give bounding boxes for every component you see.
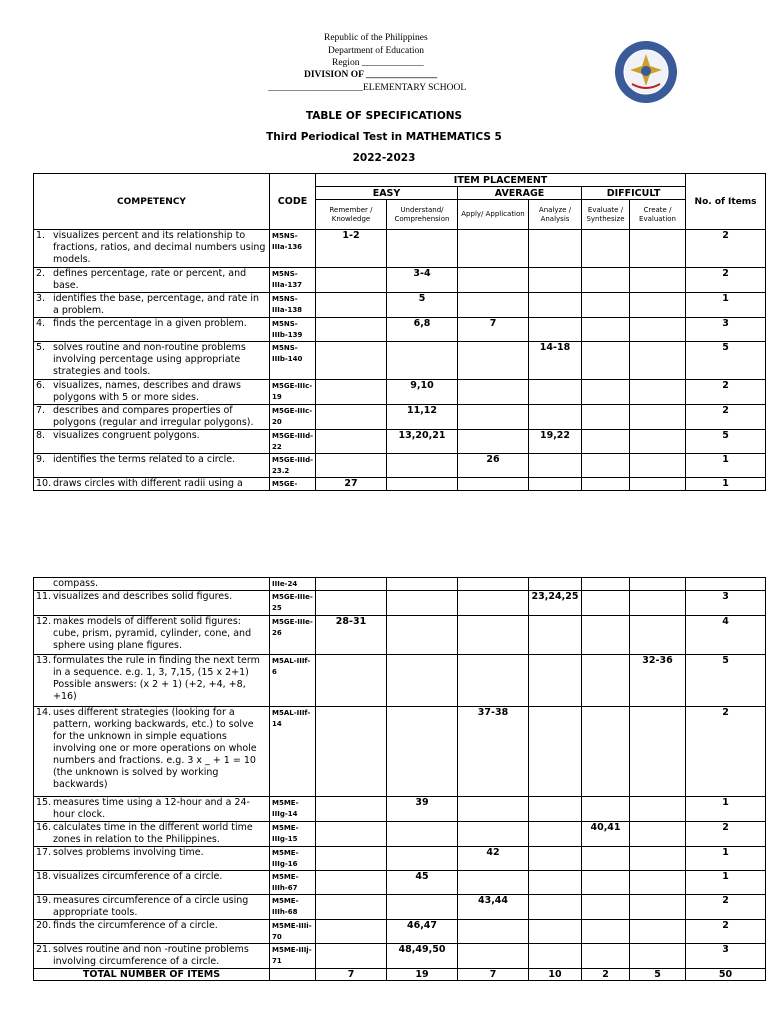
easy-header: EASY (316, 187, 458, 200)
item-cell (630, 268, 686, 293)
item-count-cell: 1 (686, 293, 766, 318)
item-cell: 19,22 (529, 430, 582, 454)
competency-cell (34, 230, 270, 268)
item-cell (316, 342, 387, 380)
competency-number: 15. (36, 797, 52, 808)
item-cell (316, 405, 387, 430)
item-cell: 23,24,25 (529, 591, 582, 616)
item-cell: 32-36 (630, 655, 686, 707)
code-cell: M5ME-IIIg-16 (270, 847, 316, 871)
item-cell (630, 797, 686, 822)
competency-number: 3. (36, 293, 46, 304)
table-row (34, 616, 766, 655)
competency-text: makes models of different solid figures: cube, prism, pyramid, cylinder, cone, and sphere using plane figures. (53, 616, 252, 651)
item-cell (529, 318, 582, 342)
table-row (34, 454, 766, 478)
republic-line: Republic of the Philippines (324, 33, 428, 43)
item-cell (630, 871, 686, 895)
apply-header: Apply/ Application (458, 200, 529, 230)
item-cell: 43,44 (458, 895, 529, 920)
competency-text: identifies the base, percentage, and rate in a problem. (53, 293, 259, 316)
code-cell: M5AL-IIIf-6 (270, 655, 316, 707)
item-cell (458, 342, 529, 380)
item-cell (529, 454, 582, 478)
table-row (34, 478, 766, 491)
department-line: Department of Education (328, 46, 425, 56)
competency-cell (34, 707, 270, 797)
item-count-cell: 3 (686, 318, 766, 342)
competency-text: measures time using a 12-hour and a 24-hour clock. (53, 797, 250, 820)
code-cell: M5NS-IIIb-140 (270, 342, 316, 380)
competency-text: solves routine and non -routine problems involving circumference of a circle. (53, 944, 249, 967)
competency-cell (34, 822, 270, 847)
competency-number: 11. (36, 591, 52, 602)
competency-number: 21. (36, 944, 52, 955)
code-cell: M5GE-IIIe-26 (270, 616, 316, 655)
competency-cell (34, 342, 270, 380)
item-cell (458, 380, 529, 405)
item-cell (630, 405, 686, 430)
item-cell: 46,47 (387, 920, 458, 944)
item-cell (316, 797, 387, 822)
competency-cell (34, 318, 270, 342)
competency-number: 5. (36, 342, 46, 353)
item-count-cell: 3 (686, 591, 766, 616)
item-cell (582, 895, 630, 920)
item-cell (316, 430, 387, 454)
code-cell: M5ME-IIIh-68 (270, 895, 316, 920)
item-count-cell: 2 (686, 895, 766, 920)
competency-number: 19. (36, 895, 52, 906)
competency-number: 1. (36, 230, 46, 241)
item-count-cell: 2 (686, 822, 766, 847)
table-row (34, 430, 766, 454)
competency-number: 16. (36, 822, 52, 833)
specs-table-part2 (33, 577, 766, 981)
difficult-header: DIFFICULT (582, 187, 686, 200)
table-row (34, 230, 766, 268)
item-cell (316, 578, 387, 591)
item-cell: 13,20,21 (387, 430, 458, 454)
competency-cell (34, 293, 270, 318)
region-line: Region _____________ (332, 58, 424, 68)
competency-text: visualizes congruent polygons. (53, 430, 200, 441)
competency-text: calculates time in the different world time zones in relation to the Philippines. (53, 822, 253, 845)
item-cell (458, 478, 529, 491)
item-cell (529, 616, 582, 655)
total-value: 10 (529, 969, 582, 981)
item-count-cell: 5 (686, 655, 766, 707)
item-cell (529, 478, 582, 491)
item-cell (316, 895, 387, 920)
table-row (34, 591, 766, 616)
item-cell (316, 268, 387, 293)
item-cell (582, 920, 630, 944)
item-count-cell (686, 578, 766, 591)
table-row (34, 707, 766, 797)
table-row (34, 920, 766, 944)
item-cell (529, 944, 582, 969)
competency-text: defines percentage, rate or percent, and base. (53, 268, 247, 291)
item-cell (316, 707, 387, 797)
competency-number: 13. (36, 655, 52, 666)
item-count-cell: 1 (686, 871, 766, 895)
item-cell (582, 871, 630, 895)
totals-row (34, 969, 766, 981)
code-cell: M5GE-IIId-23.2 (270, 454, 316, 478)
code-cell: M5GE-IIIe-25 (270, 591, 316, 616)
competency-cell (34, 405, 270, 430)
total-value: 7 (458, 969, 529, 981)
total-value: 50 (686, 969, 766, 981)
competency-text: solves routine and non-routine problems involving percentage using appropriate strategies and tools. (53, 342, 246, 377)
table-row (34, 895, 766, 920)
item-cell: 6,8 (387, 318, 458, 342)
code-cell: M5ME-IIIj-71 (270, 944, 316, 969)
item-cell (582, 405, 630, 430)
item-cell (458, 268, 529, 293)
item-cell (582, 380, 630, 405)
item-cell (316, 655, 387, 707)
no-items-header: No. of Items (686, 174, 766, 230)
item-cell: 7 (458, 318, 529, 342)
competency-number: 12. (36, 616, 52, 627)
item-cell (529, 871, 582, 895)
item-cell (630, 318, 686, 342)
item-cell (582, 478, 630, 491)
competency-cell (34, 944, 270, 969)
competency-text: visualizes, names, describes and draws polygons with 5 or more sides. (53, 380, 241, 403)
item-cell (458, 578, 529, 591)
item-count-cell: 2 (686, 268, 766, 293)
item-count-cell: 1 (686, 478, 766, 491)
total-value: 2 (582, 969, 630, 981)
code-cell: M5ME-IIIh-67 (270, 871, 316, 895)
item-cell (582, 707, 630, 797)
item-cell (387, 342, 458, 380)
table-row (34, 405, 766, 430)
table-row (34, 293, 766, 318)
competency-number: 17. (36, 847, 52, 858)
table-row (34, 380, 766, 405)
item-cell (458, 405, 529, 430)
item-cell (458, 944, 529, 969)
item-cell: 26 (458, 454, 529, 478)
code-cell: M5GE-IIIc-20 (270, 405, 316, 430)
competency-cell (34, 268, 270, 293)
item-cell (582, 293, 630, 318)
item-count-cell: 1 (686, 797, 766, 822)
average-header: AVERAGE (458, 187, 582, 200)
item-cell (387, 230, 458, 268)
item-count-cell: 5 (686, 430, 766, 454)
item-cell (630, 230, 686, 268)
item-count-cell: 3 (686, 944, 766, 969)
table-row (34, 797, 766, 822)
item-cell (387, 454, 458, 478)
item-cell (529, 578, 582, 591)
item-cell (630, 822, 686, 847)
item-cell (458, 430, 529, 454)
competency-cell (34, 920, 270, 944)
school-year: 2022-2023 (352, 152, 416, 164)
code-cell: M5ME-IIIg-14 (270, 797, 316, 822)
table-row (34, 268, 766, 293)
item-cell (458, 616, 529, 655)
remember-header: Remember / Knowledge (316, 200, 387, 230)
item-cell (387, 847, 458, 871)
item-cell (387, 616, 458, 655)
item-cell (630, 293, 686, 318)
item-cell (387, 822, 458, 847)
item-cell: 9,10 (387, 380, 458, 405)
code-cell: M5AL-IIIf-14 (270, 707, 316, 797)
competency-text: measures circumference of a circle using appropriate tools. (53, 895, 249, 918)
item-cell (458, 230, 529, 268)
item-cell: 28-31 (316, 616, 387, 655)
item-cell (630, 616, 686, 655)
competency-text: formulates the rule in finding the next term in a sequence. e.g. 1, 3, 7,15, (15 x 2+1) Possible answers: (x 2 + 1) (+2, +4, +8, +16) (53, 655, 260, 702)
item-cell (630, 478, 686, 491)
item-count-cell: 1 (686, 454, 766, 478)
item-cell (316, 293, 387, 318)
item-cell (529, 405, 582, 430)
table-row (34, 822, 766, 847)
item-cell (458, 822, 529, 847)
code-cell: M5GE-IIIc-19 (270, 380, 316, 405)
item-cell (387, 478, 458, 491)
create-header: Create / Evaluation (630, 200, 686, 230)
competency-cell (34, 895, 270, 920)
item-count-cell: 2 (686, 230, 766, 268)
code-cell: IIIe-24 (270, 578, 316, 591)
competency-text: draws circles with different radii using a (53, 478, 243, 489)
item-cell (529, 293, 582, 318)
item-cell (582, 847, 630, 871)
item-cell: 5 (387, 293, 458, 318)
item-cell (316, 318, 387, 342)
item-cell: 48,49,50 (387, 944, 458, 969)
competency-cell (34, 616, 270, 655)
item-cell (529, 380, 582, 405)
item-count-cell: 2 (686, 920, 766, 944)
competency-number: 2. (36, 268, 46, 279)
competency-number: 20. (36, 920, 52, 931)
totals-label: TOTAL NUMBER OF ITEMS (34, 969, 270, 981)
code-cell: M5NS-IIIa-138 (270, 293, 316, 318)
item-cell: 27 (316, 478, 387, 491)
item-cell: 1-2 (316, 230, 387, 268)
competency-number: 4. (36, 318, 46, 329)
item-cell: 11,12 (387, 405, 458, 430)
item-cell (387, 591, 458, 616)
competency-text: visualizes and describes solid figures. (53, 591, 233, 602)
analyze-header: Analyze / Analysis (529, 200, 582, 230)
specs-table-part1 (33, 173, 766, 491)
competency-cell (34, 578, 270, 591)
item-cell (529, 268, 582, 293)
total-value: 5 (630, 969, 686, 981)
item-cell (529, 230, 582, 268)
item-cell (582, 430, 630, 454)
code-cell: M5NS-IIIb-139 (270, 318, 316, 342)
item-cell (582, 454, 630, 478)
item-count-cell: 2 (686, 405, 766, 430)
table-row (34, 318, 766, 342)
item-cell (630, 591, 686, 616)
competency-cell (34, 655, 270, 707)
item-cell (582, 655, 630, 707)
competency-cell (34, 797, 270, 822)
item-cell (529, 847, 582, 871)
item-count-cell: 2 (686, 707, 766, 797)
total-value: 7 (316, 969, 387, 981)
competency-text: finds the percentage in a given problem. (53, 318, 247, 329)
total-value: 19 (387, 969, 458, 981)
competency-text: uses different strategies (looking for a pattern, working backwards, etc.) to solve for the unknown in simple equations involving one or more operations on whole numbers and fractions. e.g. 3 x _ + 1 = 10 (the unknown is solved by working backwards) (53, 707, 257, 790)
item-cell: 40,41 (582, 822, 630, 847)
competency-number: 9. (36, 454, 46, 465)
competency-number: 6. (36, 380, 46, 391)
item-count-cell: 2 (686, 380, 766, 405)
item-cell (387, 707, 458, 797)
item-cell (630, 430, 686, 454)
item-cell (582, 318, 630, 342)
item-cell (458, 655, 529, 707)
item-cell (529, 707, 582, 797)
competency-text: visualizes circumference of a circle. (53, 871, 223, 882)
competency-cell (34, 430, 270, 454)
code-cell: M5ME-IIIi-70 (270, 920, 316, 944)
competency-cell (34, 591, 270, 616)
item-count-cell: 5 (686, 342, 766, 380)
item-cell (582, 797, 630, 822)
item-cell (630, 944, 686, 969)
competency-number: 14. (36, 707, 52, 718)
item-cell (458, 797, 529, 822)
totals-code-cell (270, 969, 316, 981)
understand-header: Understand/ Comprehension (387, 200, 458, 230)
item-cell (316, 871, 387, 895)
item-cell (582, 591, 630, 616)
competency-text: solves problems involving time. (53, 847, 204, 858)
item-cell (316, 822, 387, 847)
item-cell (529, 655, 582, 707)
item-cell (582, 578, 630, 591)
item-cell (582, 944, 630, 969)
doc-title: TABLE OF SPECIFICATIONS (305, 110, 463, 122)
item-cell: 14-18 (529, 342, 582, 380)
item-cell (529, 920, 582, 944)
competency-cell (34, 847, 270, 871)
code-cell: M5GE- (270, 478, 316, 491)
code-cell: M5NS-IIIa-137 (270, 268, 316, 293)
item-cell (316, 591, 387, 616)
item-cell (529, 822, 582, 847)
item-cell (316, 847, 387, 871)
item-cell (387, 578, 458, 591)
code-cell: M5GE-IIId-22 (270, 430, 316, 454)
item-cell (582, 616, 630, 655)
table-row (34, 871, 766, 895)
item-cell: 3-4 (387, 268, 458, 293)
competency-text: describes and compares properties of polygons (regular and irregular polygons). (53, 405, 254, 428)
item-cell (630, 578, 686, 591)
table-row (34, 655, 766, 707)
item-cell (316, 944, 387, 969)
item-cell (529, 797, 582, 822)
table-row (34, 578, 766, 591)
division-line: DIVISION OF _______________ (304, 70, 438, 80)
item-cell (458, 591, 529, 616)
competency-text: compass. (53, 578, 99, 589)
competency-cell (34, 478, 270, 491)
doc-subtitle: Third Periodical Test in MATHEMATICS 5 (266, 131, 502, 143)
item-count-cell: 4 (686, 616, 766, 655)
item-cell: 45 (387, 871, 458, 895)
item-cell (582, 230, 630, 268)
competency-text: visualizes percent and its relationship to fractions, ratios, and decimal numbers using models. (53, 230, 266, 265)
code-header: CODE (270, 174, 316, 230)
table-row (34, 944, 766, 969)
item-cell (582, 342, 630, 380)
item-cell (630, 342, 686, 380)
item-cell: 42 (458, 847, 529, 871)
item-cell (529, 895, 582, 920)
item-cell (458, 293, 529, 318)
competency-text: identifies the terms related to a circle. (53, 454, 236, 465)
competency-number: 8. (36, 430, 46, 441)
item-cell (630, 454, 686, 478)
item-cell (582, 268, 630, 293)
item-cell (458, 920, 529, 944)
competency-cell (34, 380, 270, 405)
school-line: ____________________ELEMENTARY SCHOOL (268, 83, 467, 93)
item-cell (630, 895, 686, 920)
item-cell (458, 871, 529, 895)
code-cell: M5NS-IIIa-136 (270, 230, 316, 268)
item-cell: 37-38 (458, 707, 529, 797)
competency-number: 7. (36, 405, 46, 416)
item-count-cell: 1 (686, 847, 766, 871)
competency-header: COMPETENCY (34, 174, 270, 230)
table-row (34, 847, 766, 871)
item-cell (630, 847, 686, 871)
competency-number (36, 578, 53, 590)
table-row (34, 342, 766, 380)
item-cell (630, 707, 686, 797)
item-cell (316, 380, 387, 405)
code-cell: M5ME-IIIg-15 (270, 822, 316, 847)
competency-cell (34, 454, 270, 478)
item-cell (630, 920, 686, 944)
item-cell (630, 380, 686, 405)
item-cell (316, 920, 387, 944)
item-cell (387, 655, 458, 707)
deped-seal-logo (614, 40, 678, 104)
item-cell (316, 454, 387, 478)
item-cell (387, 895, 458, 920)
competency-cell (34, 871, 270, 895)
competency-number: 18. (36, 871, 52, 882)
item-placement-header: ITEM PLACEMENT (316, 174, 686, 187)
competency-text: finds the circumference of a circle. (53, 920, 218, 931)
competency-number: 10. (36, 478, 52, 489)
evaluate-header: Evaluate / Synthesize (582, 200, 630, 230)
item-cell: 39 (387, 797, 458, 822)
